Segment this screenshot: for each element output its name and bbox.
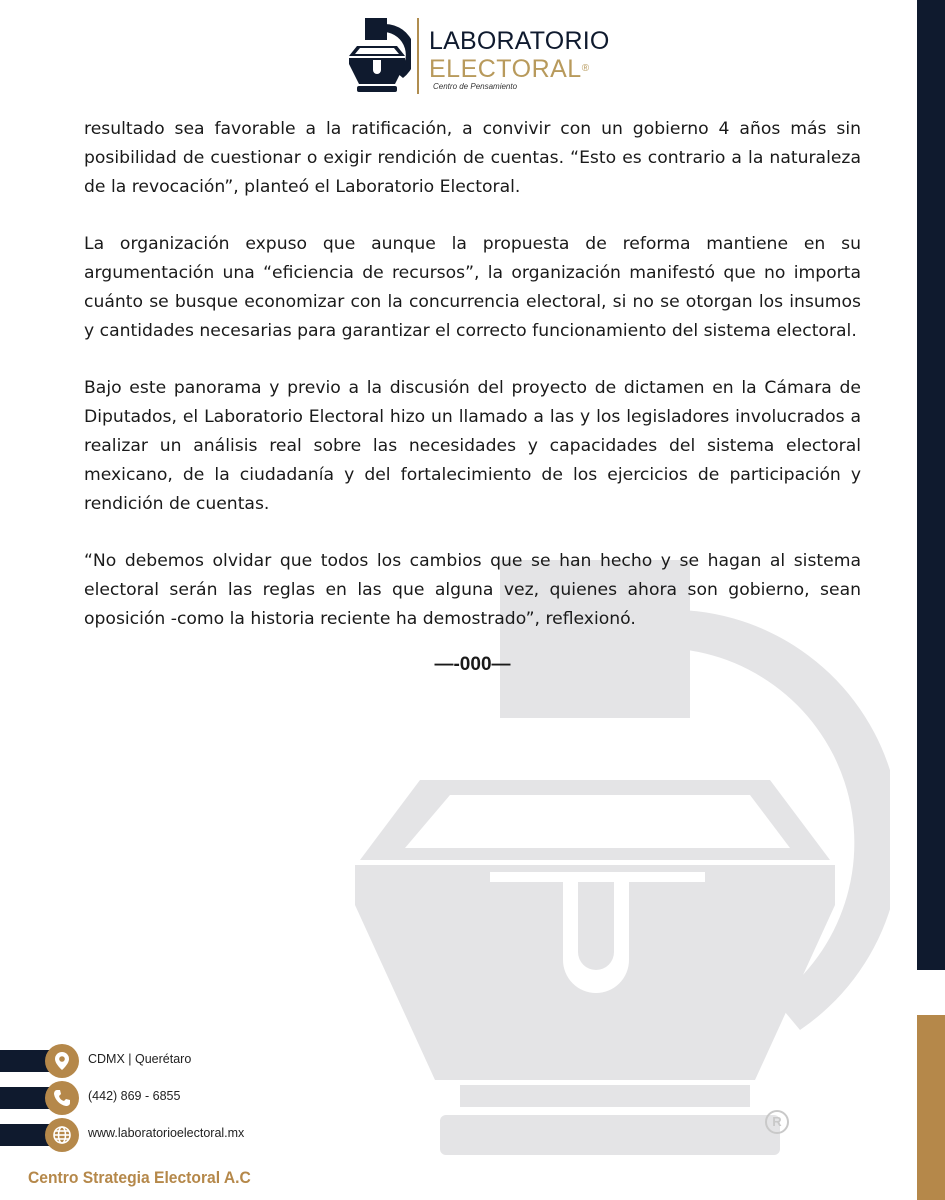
paragraph-1: resultado sea favorable a la ratificación, a convivir con un gobierno 4 años más sin posibilidad de cuestionar o exigir rendición de cuentas. “Esto es contrario a la naturaleza de la revocación”, planteó el Laboratorio Electoral. [84,119,861,197]
phone-icon [45,1081,79,1115]
ballot-microscope-icon [345,16,411,96]
logo-tagline: Centro de Pensamiento [433,82,518,91]
footer-organization: Centro Strategia Electoral A.C [28,1168,251,1187]
registered-mark-icon: R [765,1110,789,1134]
contact-location [0,1044,250,1078]
location-pin-icon [45,1044,79,1078]
phone-text: (442) 869 - 6855 [88,1089,181,1103]
right-gold-bar [917,1015,945,1200]
paragraph-3: Bajo este panorama y previo a la discusión del proyecto de dictamen en la Cámara de Diputados, el Laboratorio Electoral hizo un llamado a las y los legisladores involucrados a realizar un análisis real sobre las necesidades y capacidades del sistema electoral mexicano, de la ciudadanía y del fortalecimiento de los ejercicios de participación y rendición de cuentas. [84,378,861,514]
logo-divider [417,18,419,94]
paragraph-4: “No debemos olvidar que todos los cambios que se han hecho y se hagan al sistema electoral serán las reglas en las que alguna vez, quienes ahora son gobierno, sean oposición -como la historia reciente ha demostrado”, reflexionó. [84,551,861,629]
contact-phone [0,1081,250,1115]
logo-subtitle: ELECTORAL® [429,55,590,83]
globe-icon [45,1118,79,1152]
location-text: CDMX | Querétaro [88,1052,192,1066]
contact-website [0,1118,250,1152]
closing-mark: —-000— [434,654,511,675]
document-body [84,115,861,662]
logo-title: LABORATORIO [429,27,610,55]
right-navy-bar [917,0,945,970]
website-link[interactable]: www.laboratorioelectoral.mx [88,1126,245,1140]
paragraph-2: La organización expuso que aunque la propuesta de reforma mantiene en su argumentación una “eficiencia de recursos”, la organización manifestó que no importa cuánto se busque economizar con la concurrencia electoral, si no se otorgan los insumos y cantidades necesarias para garantizar el correcto funcionamiento del sistema electoral. [84,234,861,341]
header-logo [345,16,625,96]
